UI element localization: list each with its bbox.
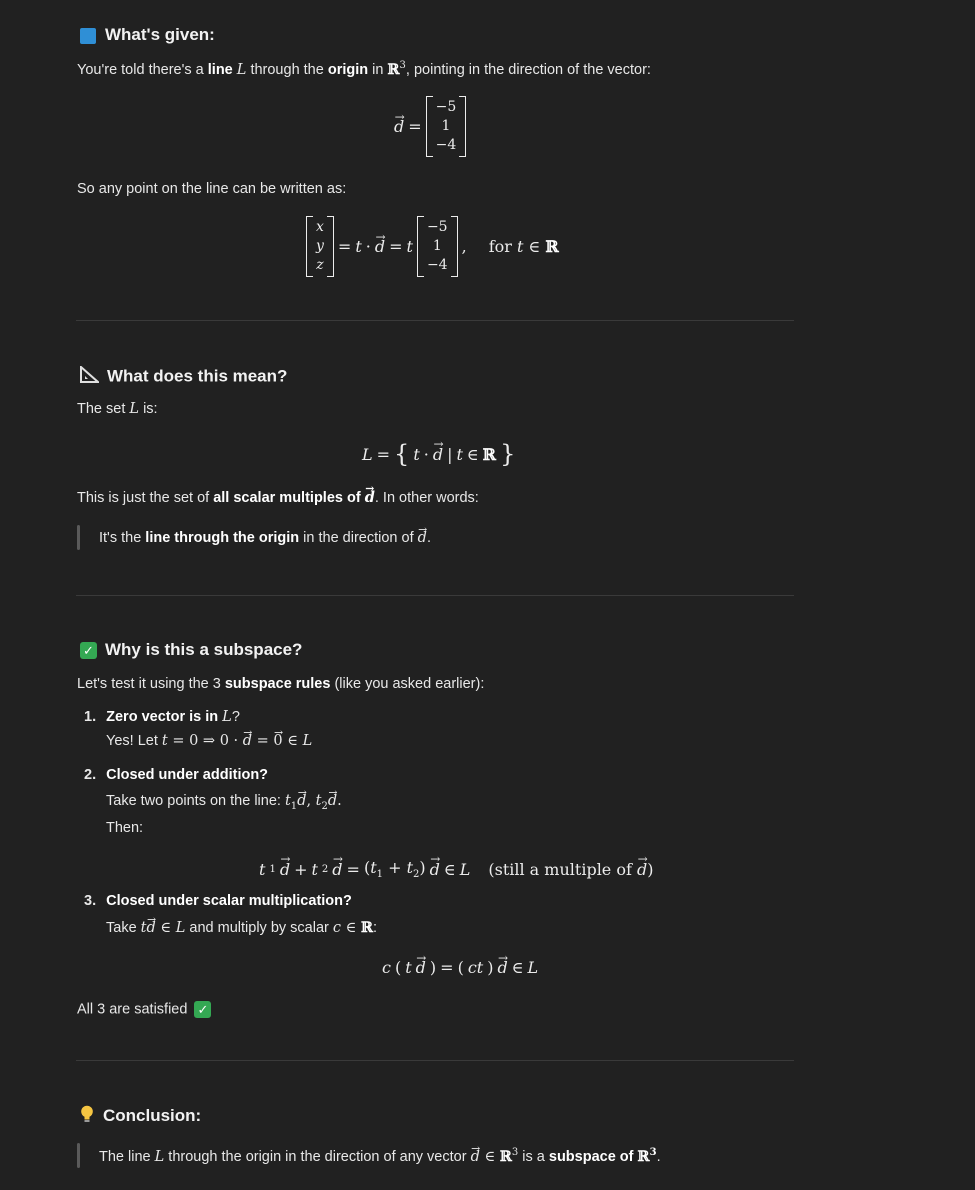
set-l-equation: L = { t · → d | t ∈ ℝ } — [362, 440, 515, 468]
divider-2 — [76, 595, 794, 596]
scalar-multiples-text: This is just the set of all scalar multiples of → d. In other words: — [77, 489, 479, 506]
rule-2-equation: t 1 → d + t 2 → d = $(t_1 + t_2)$ → d ∈ L (still a multiple of → d) — [259, 858, 654, 880]
rule-2-title: 2. Closed under addition? — [84, 767, 269, 783]
line-through-origin-quote: It's the line through the origin in the direction of → d. — [99, 530, 431, 546]
quote-bar-1 — [77, 525, 80, 550]
rule-2-body: Take two points on the line: $t_1\to d$, $t_2\to d$. — [106, 793, 342, 812]
rule-3-title: 3. Closed under scalar multiplication? — [84, 893, 352, 909]
divider-1 — [76, 320, 794, 321]
quote-bar-2 — [77, 1143, 80, 1168]
check-mark-icon: ✓ — [194, 1001, 211, 1018]
conclusion-text: The line L through the origin in the direction of any vector → d ∈ ℝ$^3$ is a subspace of ℝ$^3$. — [99, 1147, 661, 1165]
rule-3-equation: c ( t → d ) = ( ct ) → d ∈ L — [382, 958, 538, 977]
triangular-ruler-icon — [80, 366, 99, 388]
rule-1-body: Yes! Let t = 0 ⇒ 0 · → d = → 0 ∈ L — [106, 733, 312, 749]
xyz-matrix: x y z — [306, 216, 334, 277]
given-intro: You're told there's a line L through the origin in ℝ$^3$, pointing in the direction of the vector: — [77, 60, 651, 78]
light-bulb-icon — [80, 1105, 94, 1128]
rule-2-then: Then: — [106, 820, 144, 836]
section-heading-given: What's given: — [80, 25, 215, 45]
line-parametric-equation: x y z = t · → d = t −5 1 −4 , for t ∈ ℝ — [306, 216, 559, 277]
vector-d-matrix-2: −5 1 −4 — [417, 216, 458, 277]
point-on-line-text: So any point on the line can be written as: — [77, 181, 347, 197]
subspace-rules-intro: Let's test it using the 3 subspace rules (like you asked earlier): — [77, 676, 485, 692]
rule-3-body: Take t→ d ∈ L and multiply by scalar c ∈ ℝ: — [106, 919, 377, 936]
rule-1-title: 1. Zero vector is in L? — [84, 709, 240, 725]
set-l-text: The set L is: — [77, 401, 158, 417]
section-heading-subspace: ✓ Why is this a subspace? — [80, 640, 302, 660]
all-satisfied-text: All 3 are satisfied ✓ — [77, 1001, 211, 1018]
check-mark-icon: ✓ — [80, 642, 97, 659]
vector-d-definition: → d = −5 1 −4 — [394, 96, 466, 157]
vector-d-matrix: −5 1 −4 — [426, 96, 467, 157]
section-heading-conclusion: Conclusion: — [80, 1105, 201, 1128]
divider-3 — [76, 1060, 794, 1061]
section-heading-meaning: What does this mean? — [80, 366, 287, 388]
blue-square-icon — [80, 28, 96, 44]
